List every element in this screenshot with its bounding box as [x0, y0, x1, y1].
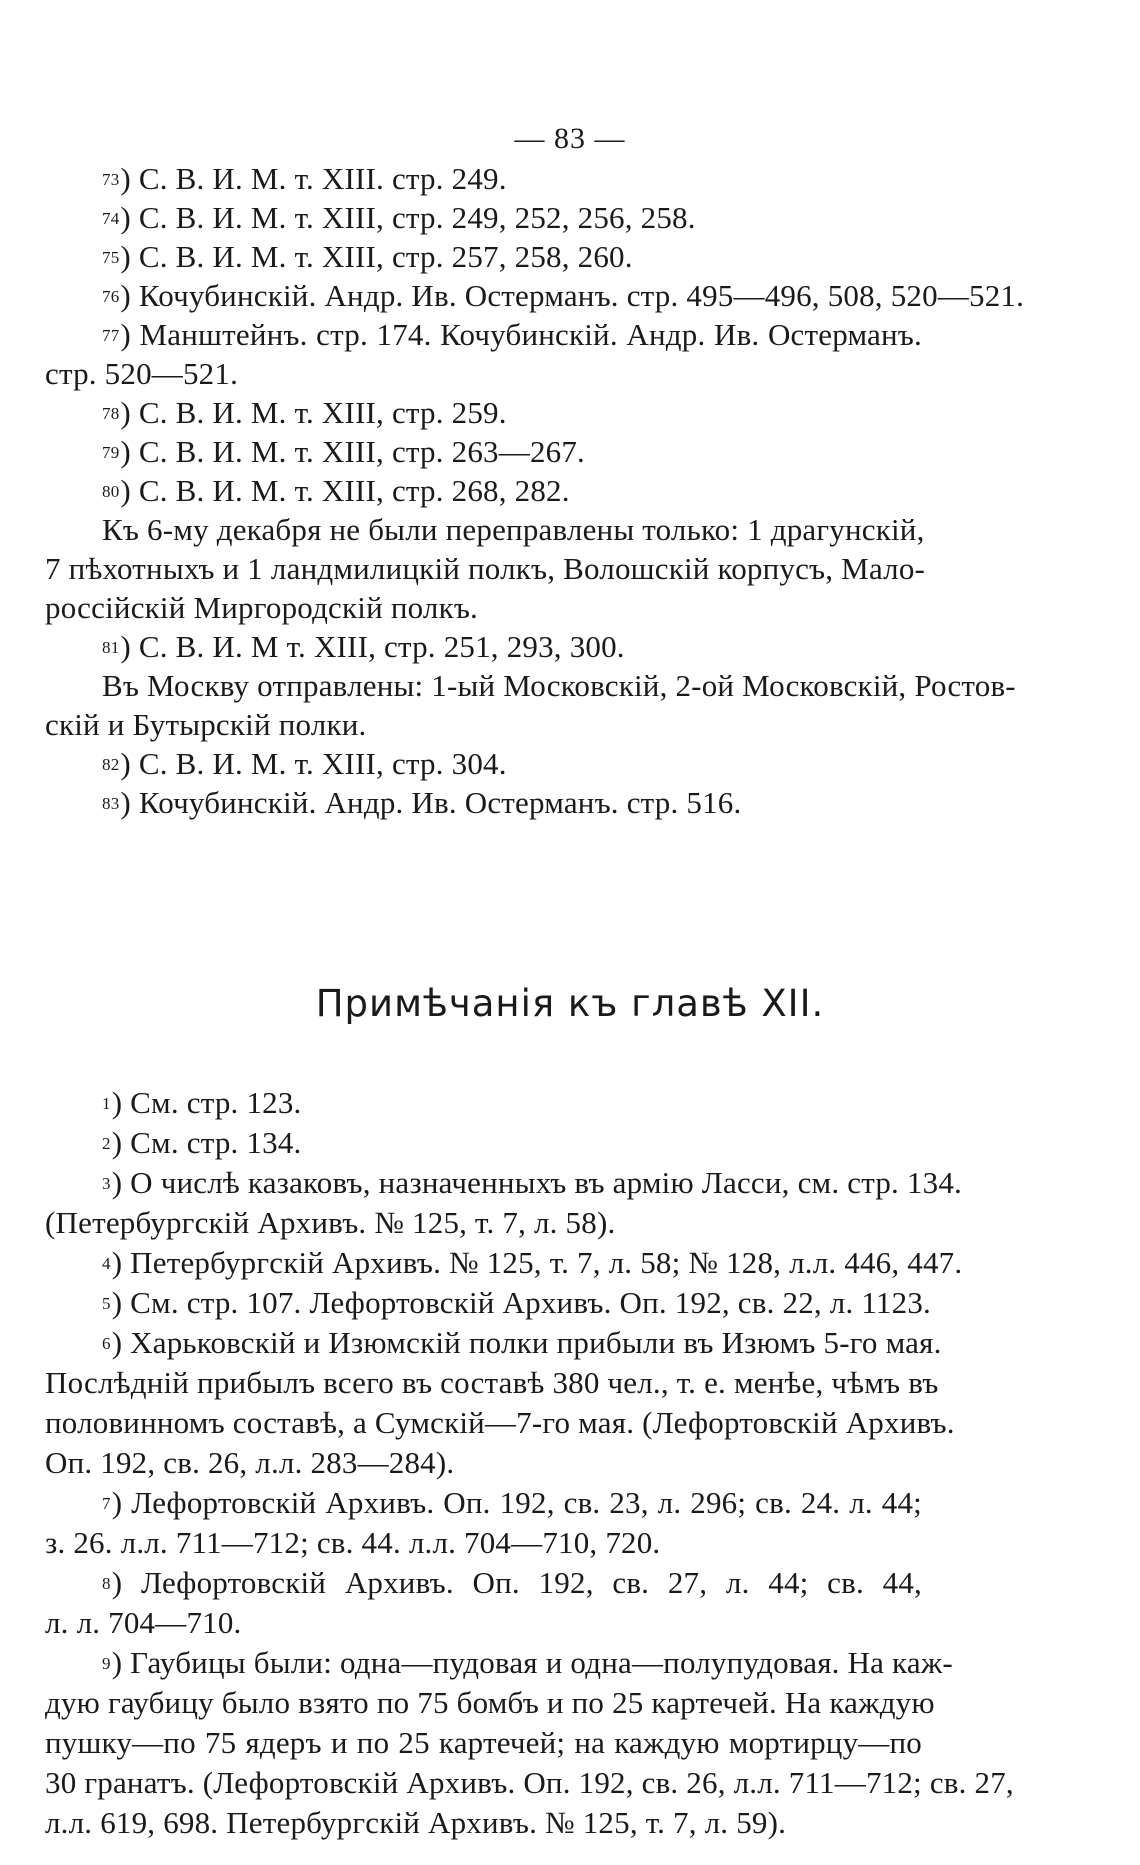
paragraph-line: Въ Москву отправлены: 1-ый Московскій, 2-ой Московскій, Ростов-: [102, 668, 1016, 703]
footnote-9-cont: дую гаубицу было взято по 75 бомбъ и по 25 картечей. На каждую: [45, 1685, 935, 1720]
footnote-5: $^5$) См. стр. 107. Лефортовскій Архивъ. Оп. 192, св. 22, л. 1123.: [102, 1285, 931, 1320]
footnote-78: $^{78}$) С. В. И. М. т. XIII, стр. 259.: [102, 395, 507, 430]
footnote-6-cont: половинномъ составѣ, а Сумскій—7-го мая. (Лефортовскій Архивъ.: [45, 1405, 955, 1440]
footnote-9-cont: пушку—по 75 ядеръ и по 25 картечей; на каждую мортирцу—по: [45, 1725, 922, 1760]
footnote-7-cont: з. 26. л.л. 711—712; св. 44. л.л. 704—710, 720.: [45, 1525, 661, 1560]
footnote-74: $^{74}$) С. В. И. М. т. XIII, стр. 249, 252, 256, 258.: [102, 200, 696, 235]
paragraph-line: скій и Бутырскій полки.: [45, 707, 367, 742]
footnote-80: $^{80}$) С. В. И. М. т. XIII, стр. 268, 282.: [102, 473, 570, 508]
footnote-9: $^9$) Гаубицы были: одна—пудовая и одна—полупудовая. На каж-: [102, 1645, 953, 1680]
footnote-77-cont: стр. 520—521.: [45, 356, 239, 391]
footnote-75: $^{75}$) С. В. И. М. т. XIII, стр. 257, 258, 260.: [102, 239, 633, 274]
footnote-8: $^8$) Лефортовскій Архивъ. Оп. 192, св. 27, л. 44; св. 44,: [102, 1565, 922, 1600]
footnote-2: $^2$) См. стр. 134.: [102, 1125, 302, 1160]
footnote-79: $^{79}$) С. В. И. М. т. XIII, стр. 263—267.: [102, 434, 585, 469]
paragraph-line: россійскій Миргородскій полкъ.: [45, 590, 479, 625]
footnote-7: $^7$) Лефортовскій Архивъ. Оп. 192, св. 23, л. 296; св. 24. л. 44;: [102, 1485, 922, 1520]
footnote-81: $^{81}$) С. В. И. М т. XIII, стр. 251, 293, 300.: [102, 629, 625, 664]
page-number: — 83 —: [514, 122, 626, 155]
footnote-4: $^4$) Петербургскій Архивъ. № 125, т. 7, л. 58; № 128, л.л. 446, 447.: [102, 1245, 963, 1280]
paragraph-line: 7 пѣхотныхъ и 1 ландмилицкій полкъ, Волошскій корпусъ, Мало-: [45, 551, 926, 586]
footnote-6: $^6$) Харьковскій и Изюмскій полки прибыли въ Изюмъ 5-го мая.: [102, 1325, 942, 1360]
footnote-6-cont: Оп. 192, св. 26, л.л. 283—284).: [45, 1445, 455, 1480]
paragraph-line: Къ 6-му декабря не были переправлены только: 1 драгунскій,: [102, 512, 925, 547]
footnote-82: $^{82}$) С. В. И. М. т. XIII, стр. 304.: [102, 746, 507, 781]
footnote-9-cont: 30 гранатъ. (Лефортовскій Архивъ. Оп. 192, св. 26, л.л. 711—712; св. 27,: [45, 1765, 1014, 1800]
chapter-notes-heading: Примѣчанія къ главѣ XII.: [315, 982, 825, 1025]
footnote-76: $^{76}$) Кочубинскій. Андр. Ив. Остерманъ. стр. 495—496, 508, 520—521.: [102, 278, 1025, 313]
footnote-1: $^1$) См. стр. 123.: [102, 1085, 302, 1120]
footnote-77: $^{77}$) Манштейнъ. стр. 174. Кочубинскій. Андр. Ив. Остерманъ.: [102, 317, 922, 352]
footnote-3: $^3$) О числѣ казаковъ, назначенныхъ въ армію Ласси, см. стр. 134.: [102, 1165, 962, 1200]
footnote-6-cont: Послѣдній прибылъ всего въ составѣ 380 чел., т. е. менѣе, чѣмъ въ: [45, 1365, 939, 1400]
footnote-83: $^{83}$) Кочубинскій. Андр. Ив. Остерманъ. стр. 516.: [102, 785, 742, 820]
footnote-8-cont: л. л. 704—710.: [45, 1605, 242, 1640]
footnote-73: $^{73}$) С. В. И. М. т. XIII. стр. 249.: [102, 161, 507, 196]
footnote-9-cont: л.л. 619, 698. Петербургскій Архивъ. № 125, т. 7, л. 59).: [45, 1805, 787, 1840]
footnote-3-cont: (Петербургскій Архивъ. № 125, т. 7, л. 58).: [45, 1205, 616, 1240]
